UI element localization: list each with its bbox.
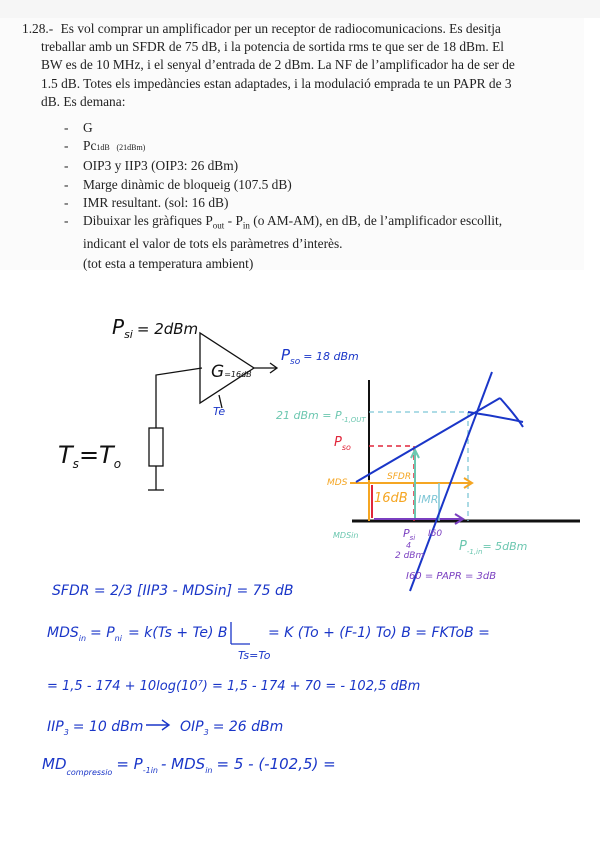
psi-label: $P_{si}$ $^{= 2dBm}$ — [112, 315, 199, 341]
statement-line: treballar amb un SFDR de 75 dB, i la potencia de sortida rms te que ser de 18 dBm. El — [41, 39, 504, 55]
problem-note: (tot esta a temperatura ambient) — [83, 256, 254, 271]
statement-line: Es vol comprar un amplificador per un receptor de radiocomunicacions. Es desitja — [60, 21, 501, 36]
list-item: - IMR resultant. (sol: 16 dB) — [64, 194, 229, 210]
pso-label: $P_{so}$ $^{= 18 dBm}$ — [281, 346, 359, 367]
statement-line: BW es de 10 MHz, i el senyal d’entrada de 2 dBm. La NF de l’amplificador ha de ser de — [41, 57, 515, 73]
gain-graph-label: 16dB — [374, 491, 408, 506]
mds-equation: $MDS_{in} = P_{ni} = k(Ts + Te)$ B — [47, 625, 228, 643]
gain-label: G=16dB — [211, 362, 252, 382]
te-label: Te — [213, 405, 226, 418]
p1in-label: $P_{-1,in}^{= 5dBm}$ — [459, 539, 528, 556]
psi-graph-label: $P_{si}$ — [403, 527, 416, 542]
md-equation: $MD_{compressio} = P_{-1in} - MDS_{in} = 5 - (-102,5)$ = — [42, 755, 336, 777]
sfdr-graph-label: SFDR — [387, 472, 412, 482]
oip3-equation: $OIP_3 = 26$ dBm — [180, 719, 284, 737]
psi-mark: 4 — [406, 541, 412, 550]
iip3-equation: $IIP_3 = 10$ dBm — [47, 719, 144, 737]
p1db-out-label: 21 dBm = $P_{-1,OUT}$ — [276, 409, 366, 424]
mds-equation-cont: = K (To + (F-1) To) B = FKToB = — [268, 625, 490, 641]
sfdr-equation: SFDR = 2/3 [IIP3 - MDSin] = 75 dB — [52, 583, 294, 599]
pso-graph-label: $P_{so}$ — [334, 435, 351, 452]
amplifier-triangle — [200, 333, 254, 403]
list-item: - OIP3 y IIP3 (OIP3: 26 dBm) — [64, 158, 239, 174]
list-item: - Pc1dB (21dBm) — [64, 138, 146, 154]
ts-condition: Ts=To — [238, 649, 271, 662]
ts-label: $T_s=T_o$ — [58, 441, 122, 471]
mds-in-label: MDSin — [333, 531, 359, 540]
list-item: - G — [64, 120, 93, 135]
psi-graph-val: 2 dBm — [395, 551, 425, 561]
statement-line: 1.5 dB. Totes els impedàncies estan adaptades, i la modulació emprada te un PAPR de 3 — [41, 75, 512, 91]
input-wire — [156, 368, 202, 428]
am-am-graph — [350, 372, 580, 591]
ip-mark: I60 — [428, 529, 443, 539]
list-item: - Marge dinàmic de bloqueig (107.5 dB) — [64, 176, 292, 192]
source-resistor — [149, 428, 163, 466]
mds-graph-label: MDS — [327, 478, 348, 488]
imr-graph-label: IMR — [418, 493, 439, 506]
compression-curve — [500, 398, 523, 427]
mds-numeric: = 1,5 - 174 + 10log(10⁷) = 1,5 - 174 + 70 = - 102,5 dBm — [47, 679, 421, 694]
list-item: - Dibuixar les gràfiques $P_{out} - P_{in}$ (o AM-AM), en dB, de l’amplificador escollit, indicant el valor de tots els paràmetres d’interès. — [64, 213, 503, 251]
statement-line: dB. Es demana: — [41, 93, 126, 109]
problem-number: 1.28.- — [22, 21, 54, 36]
papr-label: I60 = PAPR = 3dB — [406, 571, 497, 582]
